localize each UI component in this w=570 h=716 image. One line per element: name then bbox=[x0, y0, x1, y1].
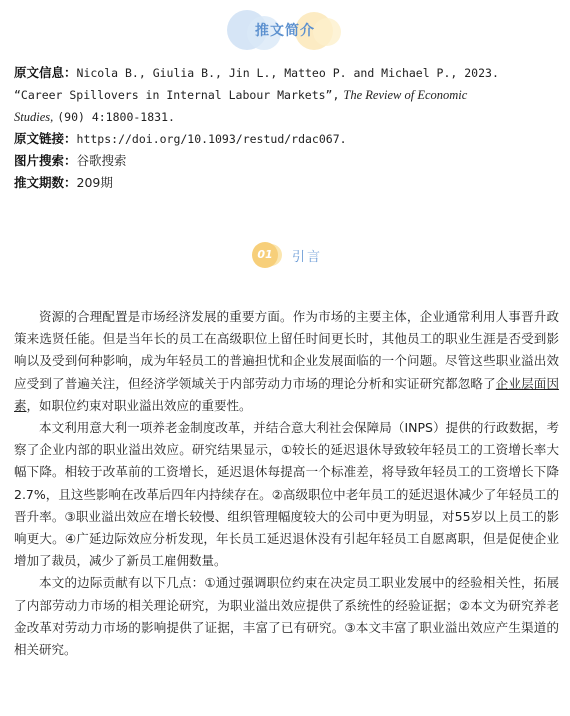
source-link-row: 原文链接：https://doi.org/10.1093/restud/rdac067. bbox=[14, 131, 347, 146]
section-heading bbox=[250, 240, 340, 270]
source-title-row bbox=[14, 84, 559, 106]
image-search-value: 谷歌搜索 bbox=[76, 153, 127, 168]
source-journal: The Review of Economic bbox=[343, 88, 468, 102]
section-title: 引言 bbox=[292, 250, 323, 265]
source-authors: Nicola B., Giulia B., Jin L., Matteo P. and Michael P., 2023. bbox=[76, 66, 499, 80]
image-search-key: 图片搜索 bbox=[14, 153, 65, 168]
issue-value: 209期 bbox=[76, 175, 113, 190]
issue-row: 推文期数：209期 bbox=[14, 175, 113, 190]
issue-key: 推文期数 bbox=[14, 175, 65, 190]
source-volume: (90) 4:1800-1831. bbox=[57, 110, 175, 124]
article-info bbox=[14, 62, 559, 194]
source-link[interactable]: https://doi.org/10.1093/restud/rdac067. bbox=[76, 132, 347, 146]
paragraph: 本文的边际贡献有以下几点：①通过强调职位约束在决定员工职业发展中的经验相关性，拓展了内部劳动力市场的相关理论研究，为职业溢出效应提供了系统性的经验证据；②本文为研究养老金改革对劳动力市场的影响提供了证据，丰富了已有研究。③本文丰富了职业溢出效应产生渠道的相关研究。 bbox=[14, 575, 559, 658]
paragraph: 本文利用意大利一项养老金制度改革，并结合意大利社会保障局（INPS）提供的行政数据，考察了企业内部的职业溢出效应。研究结果显示，①较长的延迟退休导致较年轻员工的工资增长率大幅下降。相较于改革前的工资增长，延迟退休每提高一个标准差，将导致年轻员工的工资增长下降2.7%，且这些影响在改革后四年内持续存在。②高级职位中老年员工的延迟退休减少了年轻员工的晋升率。③职业溢出效应在增长较慢、组织管理幅度较大的公司中更为明显，对55岁以上员工的影响更大。④广延边际效应分析发现，年长员工延迟退休没有引起年轻员工自愿离职，但是促使企业增加了裁员，减少了新员工雇佣数量。 bbox=[14, 420, 559, 569]
intro-banner bbox=[225, 8, 345, 52]
source-journal-cont: Studies, bbox=[14, 110, 54, 124]
article-body bbox=[14, 306, 559, 661]
source-info-row: 原文信息：Nicola B., Giulia B., Jin L., Matteo P. and Michael P., 2023. bbox=[14, 65, 499, 80]
source-title: “Career Spillovers in Internal Labour Markets”, bbox=[14, 88, 340, 102]
paragraph: 资源的合理配置是市场经济发展的重要方面。作为市场的主要主体，企业通常利用人事晋升政策来选贤任能。但是当年长的员工在高级职位上留任时间更长时，其他员工的职业生涯是否受到影响以及受到何种影响，成为年轻员工的普遍担忧和企业发展面临的一个问题。尽管这些职业溢出效应受到了普遍关注，但经济学领域关于内部劳动力市场的理论分析和实证研究都忽略了企业层面因素，如职位约束对职业溢出效应的重要性。 bbox=[14, 309, 559, 413]
source-info-key: 原文信息 bbox=[14, 65, 65, 80]
section-number-badge: 01 bbox=[252, 242, 278, 268]
image-search-row: 图片搜索：谷歌搜索 bbox=[14, 153, 127, 168]
source-link-key: 原文链接 bbox=[14, 131, 65, 146]
underlined-phrase: 企业层面因素 bbox=[14, 375, 559, 413]
banner-title: 推文简介 bbox=[255, 23, 315, 39]
source-volume-row bbox=[14, 106, 559, 128]
